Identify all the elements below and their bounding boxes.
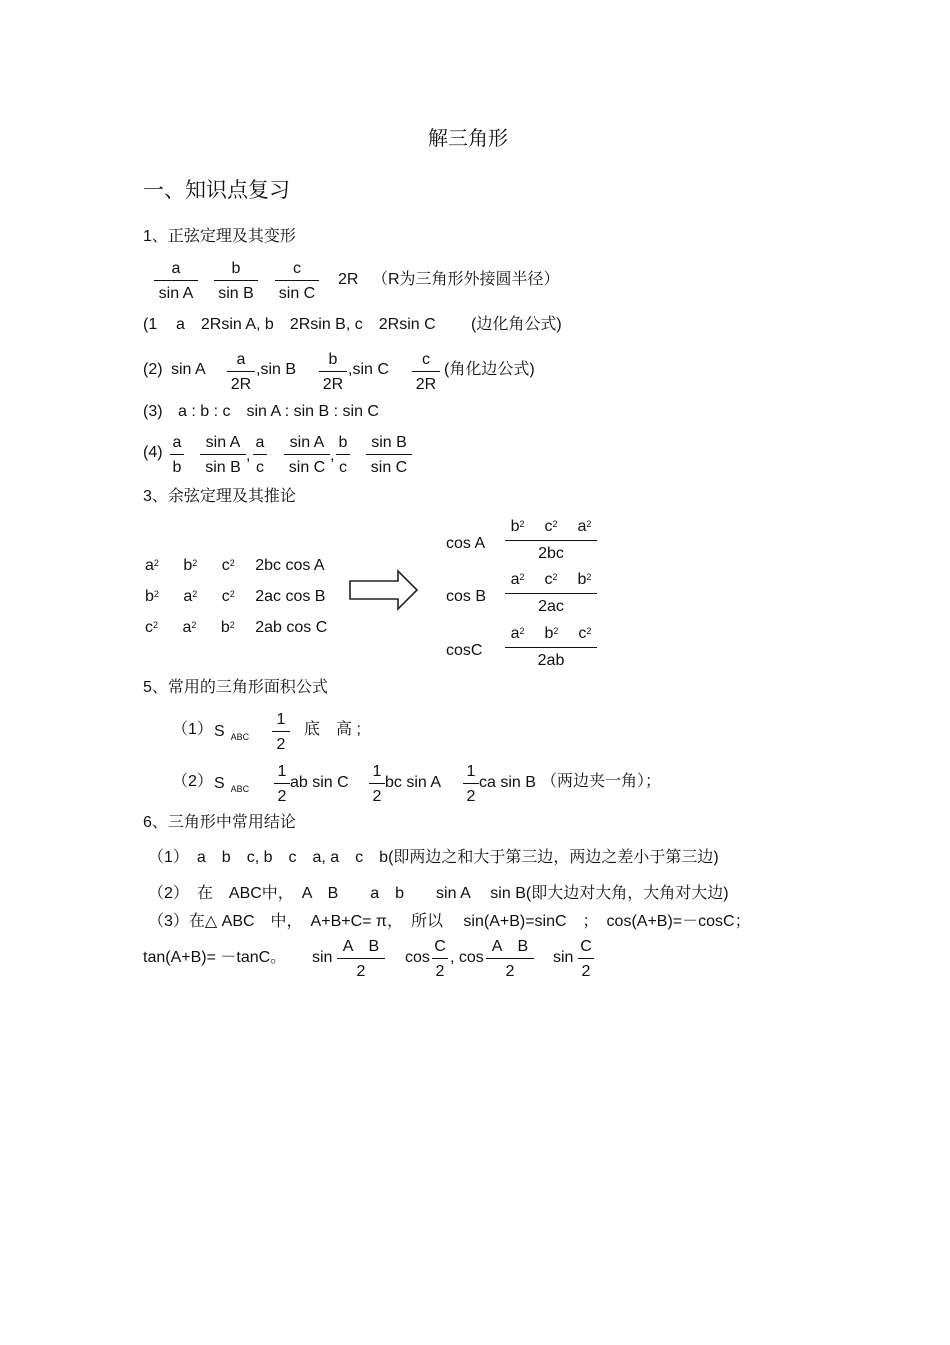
item2-frac-c: c 2R [412, 350, 440, 394]
page-title: 解三角形 [428, 128, 508, 150]
area2-half-1: 1 2 [274, 762, 290, 806]
item1-label: (1 [143, 316, 158, 333]
cosC-fraction: $a^2$ $b^2$ $c^2$ 2ab [505, 624, 597, 670]
item4-frac-ab: a b [170, 433, 184, 477]
item4-label: (4) [143, 444, 163, 461]
item3-label: (3) [143, 403, 163, 420]
item2-note: (角化边公式) [444, 361, 535, 378]
item1-formula: a 2Rsin A, b 2Rsin B, c 2Rsin C [176, 316, 436, 333]
conclusion-4-frac-1: A B 2 [337, 937, 385, 981]
section-heading: 一、知识点复习 [143, 179, 290, 202]
cosA-lhs: cos A [446, 535, 486, 552]
cosC-lhs: cosC [446, 642, 483, 659]
conclusion-4-frac-2: C 2 [432, 937, 448, 981]
area1-text: 底 高 ; [304, 721, 361, 738]
area2-term-3: ca sin B [479, 774, 536, 791]
item2-sinB: ,sin B [256, 361, 297, 378]
area1-half: 1 2 [272, 710, 290, 754]
cosB-fraction: $a^2$ $c^2$ $b^2$ 2ac [505, 570, 597, 616]
item2-sinA: sin A [171, 361, 206, 378]
area2-term-1: ab sin C [290, 774, 349, 791]
conclusion-2: （2） 在 ABC中， A B a b sin A sin B(即大边对大角，大角对大边) [148, 885, 729, 902]
cosine-heading: 3、余弦定理及其推论 [143, 488, 296, 505]
item4-frac-sinAB: sin A sin B [200, 433, 246, 477]
item4-frac-sinAC: sin A sin C [284, 433, 330, 477]
conclusion-4-sin1: sin [312, 949, 333, 966]
conclusion-1: （1） a b c, b c a, a c b(即两边之和大于第三边，两边之差小于第三边) [148, 849, 719, 866]
right-arrow-icon [348, 569, 420, 611]
cos-left-row-1: $a^2$ $b^2$ $c^2$ 2bc cos A [145, 557, 325, 574]
conclusion-4-cos1: cos [405, 949, 430, 966]
conclusion-4-sin2: sin [553, 949, 574, 966]
cosA-fraction: $b^2$ $c^2$ $a^2$ 2bc [505, 517, 597, 563]
area2-half-2: 1 2 [369, 762, 385, 806]
sine-rhs: 2R [338, 271, 359, 288]
item3-formula: a : b : c sin A : sin B : sin C [178, 403, 379, 420]
item4-frac-ac: a c [253, 433, 267, 477]
sine-fraction-b: b sin B [214, 259, 258, 303]
item2-frac-b: b 2R [319, 350, 347, 394]
conclusion-3: （3）在△ ABC 中， A+B+C= π， 所以 sin(A+B)=sinC ； cos(A+B)=－cosC； [148, 913, 751, 930]
item1-note: (边化角公式) [471, 316, 562, 333]
cos-left-row-2: $b^2$ $a^2$ $c^2$ 2ac cos B [145, 588, 326, 605]
item4-frac-bc: b c [336, 433, 350, 477]
item4-frac-sinBC: sin B sin C [366, 433, 412, 477]
area2-half-3: 1 2 [463, 762, 479, 806]
sine-note: （R为三角形外接圆半径） [372, 271, 560, 288]
sine-fraction-a: a sin A [154, 259, 198, 303]
item2-frac-a: a 2R [227, 350, 255, 394]
area1-label: （1） [172, 721, 213, 738]
conclusion-4-cos2: , cos [450, 949, 484, 966]
conclusion-4-frac-4: C 2 [578, 937, 594, 981]
area2-term-2: bc sin A [385, 774, 442, 791]
cosB-lhs: cos B [446, 588, 487, 605]
area-heading: 5、常用的三角形面积公式 [143, 679, 328, 696]
item2-sinC: ,sin C [348, 361, 389, 378]
conclusion-4-lead: tan(A+B)= －tanC。 [143, 949, 287, 966]
cos-left-row-3: $c^2$ $a^2$ $b^2$ 2ab cos C [145, 619, 328, 636]
conclusion-4-frac-3: A B 2 [486, 937, 534, 981]
sine-fraction-c: c sin C [275, 259, 319, 303]
item2-label: (2) [143, 361, 163, 378]
sine-heading: 1、正弦定理及其变形 [143, 228, 296, 245]
conclusions-heading: 6、三角形中常用结论 [143, 814, 296, 831]
area2-S: S $_{ABC}$ [214, 775, 250, 795]
area2-note: （两边夹一角）； [541, 773, 662, 790]
area1-S: S $_{ABC}$ [214, 723, 250, 743]
area2-label: （2） [172, 773, 213, 790]
